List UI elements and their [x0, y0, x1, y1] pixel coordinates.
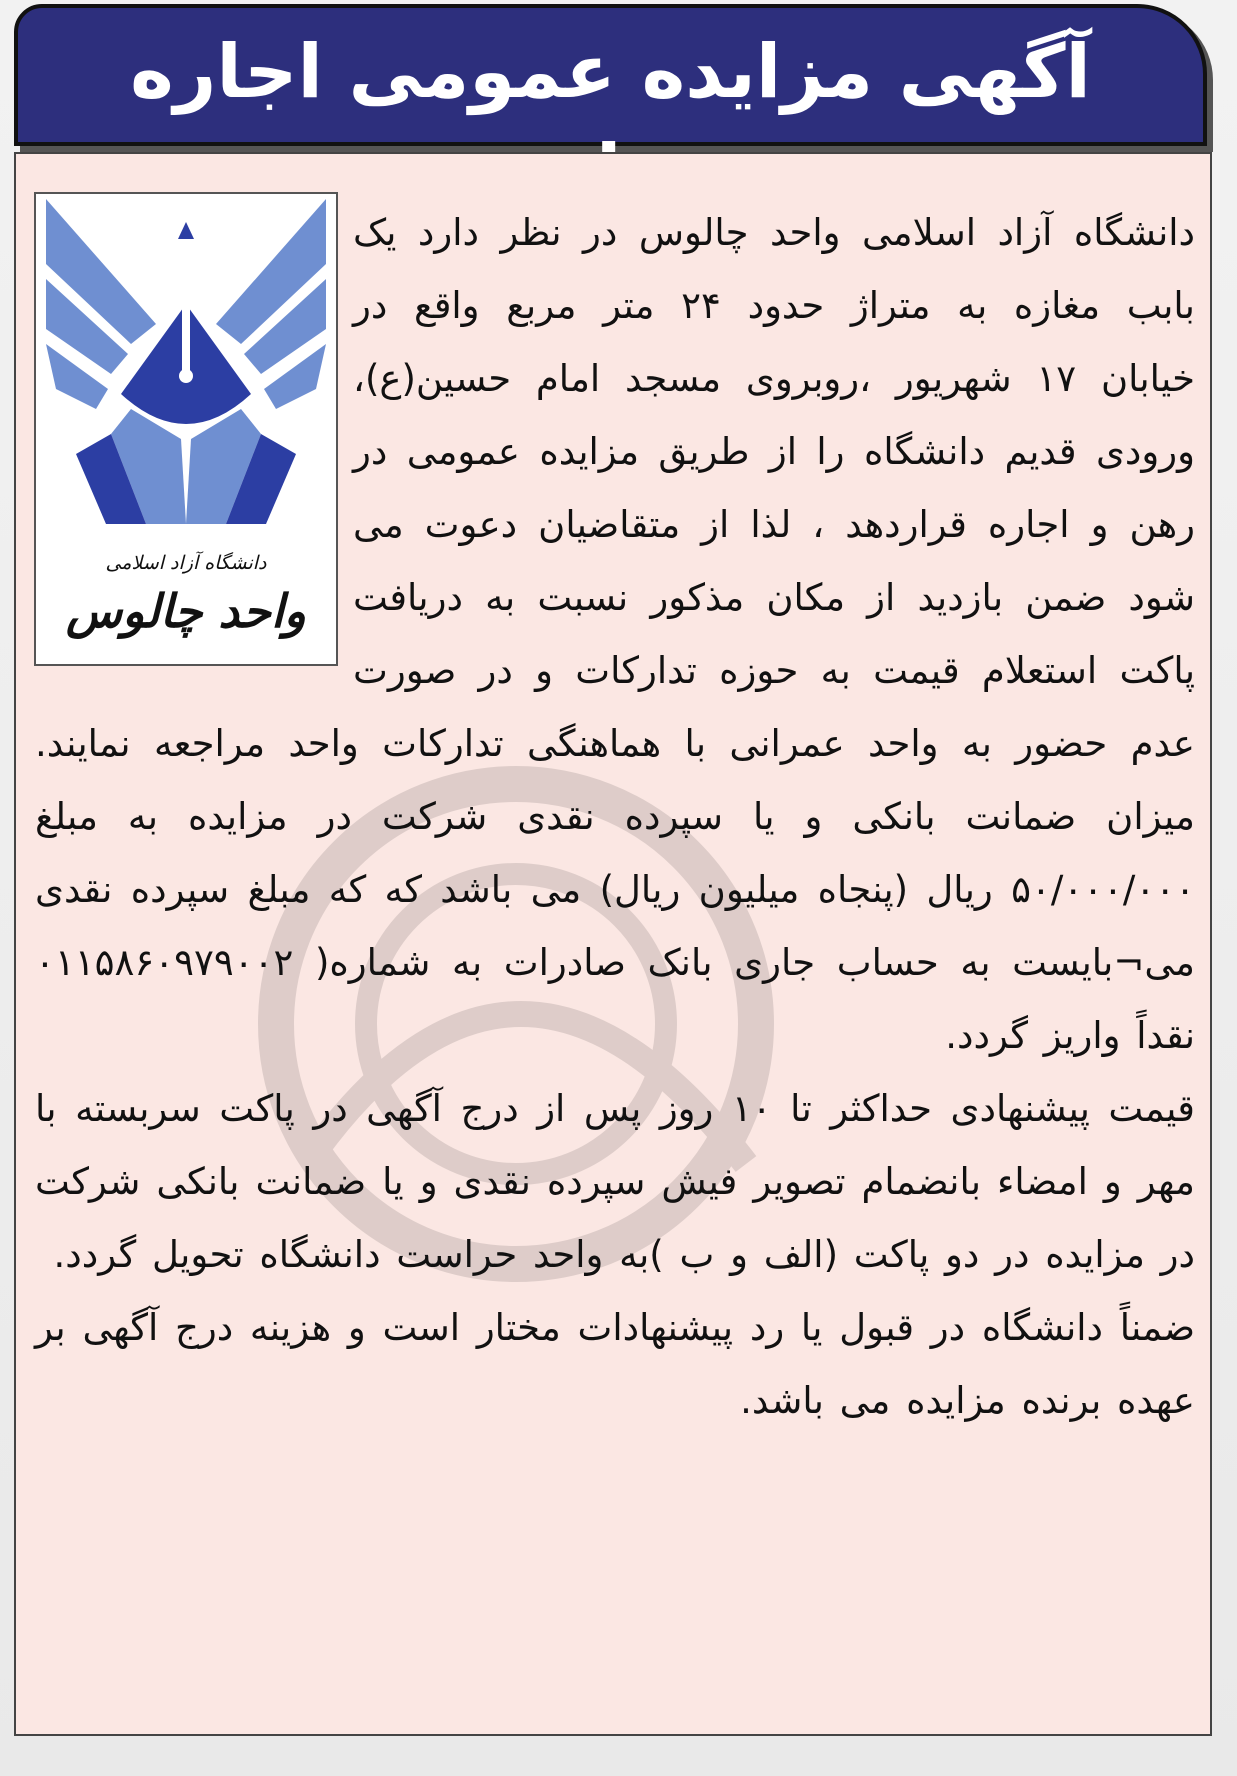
logo-caption-big: واحد چالوس: [66, 584, 306, 638]
logo-spacer: [35, 196, 353, 676]
logo-caption-small: دانشگاه آزاد اسلامی: [105, 552, 267, 574]
ad-body-text: [35, 196, 1195, 1437]
ad-title: آگهی مزایده عمومی اجاره: [130, 29, 1091, 115]
ad-paragraph-1: دانشگاه آزاد اسلامی واحد چالوس در نظر دارد یک بابب مغازه به متراژ حدود ۲۴ متر مربع واقع در خیابان ۱۷ شهریور ،روبروی مسجد امام حسین(ع)، ورودی قدیم دانشگاه را از طریق مزایده عمومی در رهن و اجاره قراردهد ، لذا از متقاضیان دعوت می شود ضمن بازدید از مکان مذکور نسبت به دریافت پاکت استعلام قیمت به حوزه تدارکات و در صورت عدم حضور به واحد عمرانی با هماهنگی تدارکات واحد مراجعه نمایند. میزان ضمانت بانکی و یا سپرده نقدی شرکت در مزایده به مبلغ ۵۰/۰۰۰/۰۰۰ ریال (پنجاه میلیون ریال) می باشد که که مبلغ سپرده نقدی می¬بایست به حساب جاری بانک صادرات به شماره( ۰۱۱۵۸۶۰۹۷۹۰۰۲ نقداً واریز گردد.: [35, 211, 1195, 1057]
ad-paragraph-3: ضمناً دانشگاه در قبول یا رد پیشنهادات مختار است و هزینه درج آگهی بر عهده برنده مزایده می باشد.: [35, 1306, 1195, 1422]
ad-paragraph-2: قیمت پیشنهادی حداکثر تا ۱۰ روز پس از درج آگهی در پاکت سربسته با مهر و امضاء بانضمام تصویر فیش سپرده نقدی و یا ضمانت بانکی شرکت در مزایده در دو پاکت (الف و ب )به واحد حراست دانشگاه تحویل گردد.: [35, 1087, 1195, 1276]
ad-header: [14, 4, 1207, 146]
